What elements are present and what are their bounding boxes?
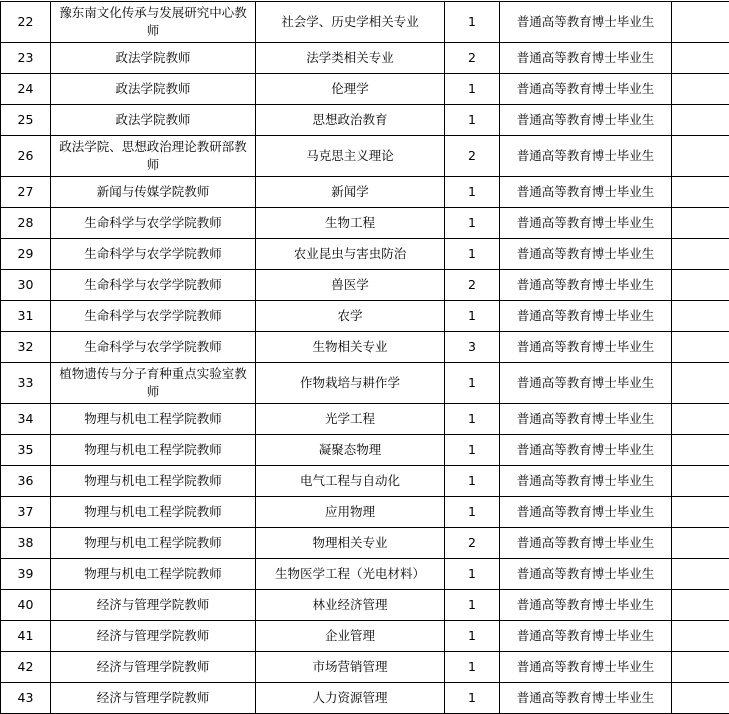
row-number-cell: 42: [1, 652, 51, 683]
table-row: [1, 435, 729, 466]
hiring-unit-cell: 经济与管理学院教师: [51, 652, 256, 683]
education-requirement-cell: 普通高等教育博士毕业生: [500, 652, 672, 683]
headcount-cell: 1: [445, 683, 500, 714]
hiring-unit-cell: 政法学院教师: [51, 105, 256, 136]
major-cell: 新闻学: [256, 177, 445, 208]
hiring-unit-cell: 政法学院、思想政治理论教研部教师: [51, 136, 256, 177]
headcount-cell: 1: [445, 621, 500, 652]
headcount-cell: 1: [445, 497, 500, 528]
major-cell: 社会学、历史学相关专业: [256, 2, 445, 43]
headcount-cell: 1: [445, 105, 500, 136]
note-cell: [672, 2, 729, 43]
row-number-cell: 32: [1, 332, 51, 363]
headcount-cell: 1: [445, 239, 500, 270]
note-cell: [672, 528, 729, 559]
major-cell: 企业管理: [256, 621, 445, 652]
table-row: [1, 559, 729, 590]
table-row: [1, 177, 729, 208]
major-cell: 生物相关专业: [256, 332, 445, 363]
note-cell: [672, 239, 729, 270]
table-row: [1, 404, 729, 435]
major-cell: 市场营销管理: [256, 652, 445, 683]
headcount-cell: 1: [445, 74, 500, 105]
education-requirement-cell: 普通高等教育博士毕业生: [500, 621, 672, 652]
note-cell: [672, 559, 729, 590]
row-number-cell: 22: [1, 2, 51, 43]
row-number-cell: 33: [1, 363, 51, 404]
row-number-cell: 24: [1, 74, 51, 105]
row-number-cell: 41: [1, 621, 51, 652]
headcount-cell: 2: [445, 136, 500, 177]
major-cell: 应用物理: [256, 497, 445, 528]
table-row: [1, 270, 729, 301]
major-cell: 光学工程: [256, 404, 445, 435]
education-requirement-cell: 普通高等教育博士毕业生: [500, 466, 672, 497]
note-cell: [672, 270, 729, 301]
major-cell: 人力资源管理: [256, 683, 445, 714]
row-number-cell: 35: [1, 435, 51, 466]
hiring-unit-cell: 物理与机电工程学院教师: [51, 559, 256, 590]
hiring-unit-cell: 生命科学与农学学院教师: [51, 301, 256, 332]
row-number-cell: 36: [1, 466, 51, 497]
hiring-unit-cell: 经济与管理学院教师: [51, 590, 256, 621]
major-cell: 法学类相关专业: [256, 43, 445, 74]
headcount-cell: 1: [445, 404, 500, 435]
row-number-cell: 26: [1, 136, 51, 177]
row-number-cell: 43: [1, 683, 51, 714]
table-row: [1, 105, 729, 136]
education-requirement-cell: 普通高等教育博士毕业生: [500, 136, 672, 177]
note-cell: [672, 652, 729, 683]
headcount-cell: 1: [445, 652, 500, 683]
table-row: [1, 621, 729, 652]
note-cell: [672, 43, 729, 74]
education-requirement-cell: 普通高等教育博士毕业生: [500, 497, 672, 528]
note-cell: [672, 208, 729, 239]
note-cell: [672, 590, 729, 621]
major-cell: 物理相关专业: [256, 528, 445, 559]
headcount-cell: 1: [445, 435, 500, 466]
headcount-cell: 1: [445, 466, 500, 497]
education-requirement-cell: 普通高等教育博士毕业生: [500, 208, 672, 239]
row-number-cell: 27: [1, 177, 51, 208]
table-row: [1, 208, 729, 239]
recruitment-table: [0, 1, 729, 714]
hiring-unit-cell: 生命科学与农学学院教师: [51, 239, 256, 270]
hiring-unit-cell: 豫东南文化传承与发展研究中心教师: [51, 2, 256, 43]
table-row: [1, 528, 729, 559]
education-requirement-cell: 普通高等教育博士毕业生: [500, 590, 672, 621]
education-requirement-cell: 普通高等教育博士毕业生: [500, 105, 672, 136]
headcount-cell: 1: [445, 559, 500, 590]
headcount-cell: 2: [445, 270, 500, 301]
table-row: [1, 43, 729, 74]
note-cell: [672, 363, 729, 404]
row-number-cell: 23: [1, 43, 51, 74]
major-cell: 凝聚态物理: [256, 435, 445, 466]
headcount-cell: 2: [445, 528, 500, 559]
row-number-cell: 29: [1, 239, 51, 270]
note-cell: [672, 105, 729, 136]
headcount-cell: 3: [445, 332, 500, 363]
row-number-cell: 25: [1, 105, 51, 136]
major-cell: 兽医学: [256, 270, 445, 301]
table-row: [1, 332, 729, 363]
table-row: [1, 590, 729, 621]
table-row: [1, 74, 729, 105]
hiring-unit-cell: 经济与管理学院教师: [51, 683, 256, 714]
row-number-cell: 37: [1, 497, 51, 528]
major-cell: 伦理学: [256, 74, 445, 105]
row-number-cell: 31: [1, 301, 51, 332]
major-cell: 生物工程: [256, 208, 445, 239]
major-cell: 思想政治教育: [256, 105, 445, 136]
education-requirement-cell: 普通高等教育博士毕业生: [500, 301, 672, 332]
hiring-unit-cell: 植物遗传与分子育种重点实验室教师: [51, 363, 256, 404]
note-cell: [672, 466, 729, 497]
headcount-cell: 1: [445, 590, 500, 621]
major-cell: 生物医学工程（光电材料）: [256, 559, 445, 590]
table-row: [1, 466, 729, 497]
table-row: [1, 301, 729, 332]
headcount-cell: 1: [445, 301, 500, 332]
row-number-cell: 40: [1, 590, 51, 621]
major-cell: 林业经济管理: [256, 590, 445, 621]
major-cell: 农业昆虫与害虫防治: [256, 239, 445, 270]
hiring-unit-cell: 物理与机电工程学院教师: [51, 528, 256, 559]
hiring-unit-cell: 物理与机电工程学院教师: [51, 497, 256, 528]
table-row: [1, 363, 729, 404]
hiring-unit-cell: 政法学院教师: [51, 43, 256, 74]
row-number-cell: 34: [1, 404, 51, 435]
education-requirement-cell: 普通高等教育博士毕业生: [500, 559, 672, 590]
row-number-cell: 39: [1, 559, 51, 590]
headcount-cell: 1: [445, 363, 500, 404]
note-cell: [672, 74, 729, 105]
table-row: [1, 136, 729, 177]
hiring-unit-cell: 物理与机电工程学院教师: [51, 404, 256, 435]
note-cell: [672, 497, 729, 528]
major-cell: 农学: [256, 301, 445, 332]
hiring-unit-cell: 生命科学与农学学院教师: [51, 270, 256, 301]
note-cell: [672, 136, 729, 177]
education-requirement-cell: 普通高等教育博士毕业生: [500, 332, 672, 363]
hiring-unit-cell: 经济与管理学院教师: [51, 621, 256, 652]
table-row: [1, 2, 729, 43]
note-cell: [672, 332, 729, 363]
education-requirement-cell: 普通高等教育博士毕业生: [500, 270, 672, 301]
row-number-cell: 30: [1, 270, 51, 301]
row-number-cell: 28: [1, 208, 51, 239]
education-requirement-cell: 普通高等教育博士毕业生: [500, 683, 672, 714]
hiring-unit-cell: 生命科学与农学学院教师: [51, 332, 256, 363]
table-row: [1, 497, 729, 528]
major-cell: 马克思主义理论: [256, 136, 445, 177]
row-number-cell: 38: [1, 528, 51, 559]
note-cell: [672, 177, 729, 208]
major-cell: 电气工程与自动化: [256, 466, 445, 497]
headcount-cell: 1: [445, 208, 500, 239]
major-cell: 作物栽培与耕作学: [256, 363, 445, 404]
education-requirement-cell: 普通高等教育博士毕业生: [500, 435, 672, 466]
headcount-cell: 1: [445, 2, 500, 43]
education-requirement-cell: 普通高等教育博士毕业生: [500, 404, 672, 435]
hiring-unit-cell: 物理与机电工程学院教师: [51, 435, 256, 466]
hiring-unit-cell: 政法学院教师: [51, 74, 256, 105]
note-cell: [672, 404, 729, 435]
education-requirement-cell: 普通高等教育博士毕业生: [500, 2, 672, 43]
education-requirement-cell: 普通高等教育博士毕业生: [500, 74, 672, 105]
education-requirement-cell: 普通高等教育博士毕业生: [500, 43, 672, 74]
note-cell: [672, 621, 729, 652]
note-cell: [672, 435, 729, 466]
hiring-unit-cell: 生命科学与农学学院教师: [51, 208, 256, 239]
headcount-cell: 2: [445, 43, 500, 74]
hiring-unit-cell: 物理与机电工程学院教师: [51, 466, 256, 497]
education-requirement-cell: 普通高等教育博士毕业生: [500, 528, 672, 559]
headcount-cell: 1: [445, 177, 500, 208]
table-row: [1, 652, 729, 683]
education-requirement-cell: 普通高等教育博士毕业生: [500, 363, 672, 404]
education-requirement-cell: 普通高等教育博士毕业生: [500, 177, 672, 208]
hiring-unit-cell: 新闻与传媒学院教师: [51, 177, 256, 208]
table-row: [1, 239, 729, 270]
note-cell: [672, 301, 729, 332]
education-requirement-cell: 普通高等教育博士毕业生: [500, 239, 672, 270]
